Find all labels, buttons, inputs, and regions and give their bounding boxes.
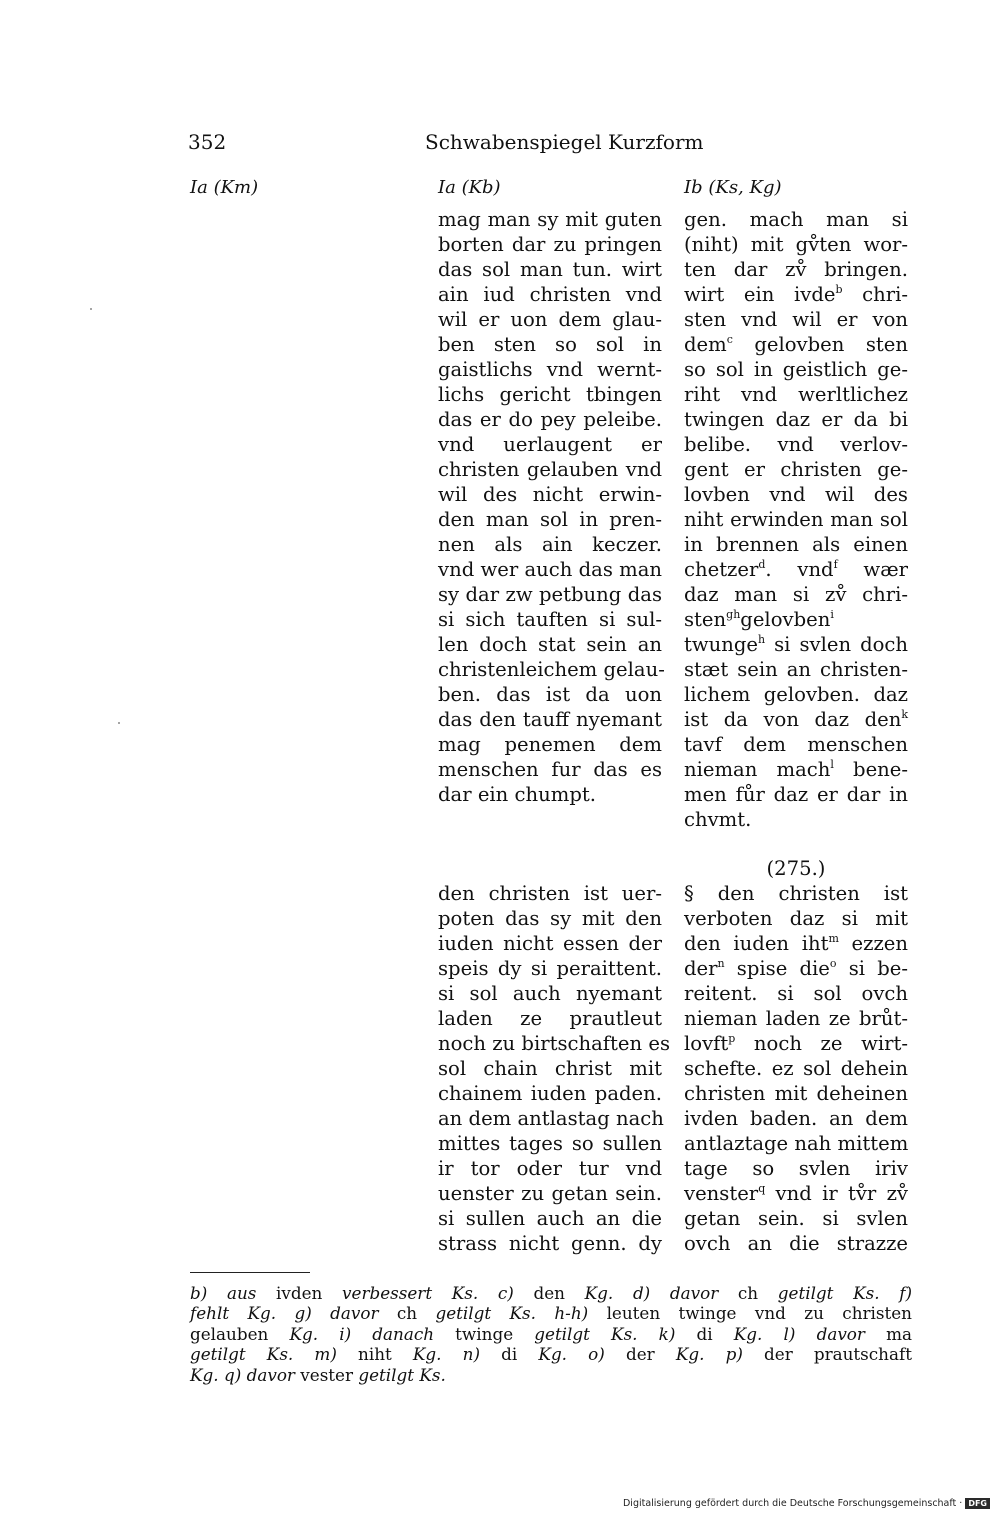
kb-text-section-1	[438, 207, 665, 807]
footnote-label: l) davor	[783, 1323, 865, 1344]
text-line: belibe. vnd verlov-	[684, 433, 908, 456]
footnote-text: vester	[294, 1364, 359, 1385]
footnote-text: gelauben	[190, 1323, 290, 1344]
text-line: stæt sein an christen-	[684, 658, 908, 681]
column-label-km: Ia (Km)	[190, 177, 259, 198]
text-line: christen mit deheinen	[684, 1082, 908, 1105]
text-line: sy dar zw petbung das	[438, 583, 662, 606]
text-fragment: der	[684, 957, 718, 980]
text-fragment: chetzer	[684, 558, 759, 581]
text-line: lichs gericht tbingen	[438, 383, 662, 406]
text-fragment: si svlen doch	[765, 633, 908, 656]
text-line: dar ein chumpt.	[438, 783, 596, 806]
text-line: si sullen auch an die	[438, 1207, 662, 1230]
text-fragment: si be-	[836, 957, 908, 980]
text-fragment: spise die	[724, 957, 830, 980]
footnote-text: den	[513, 1283, 585, 1303]
footnote-label: g) davor	[294, 1303, 379, 1324]
footnote-label: n)	[462, 1344, 481, 1365]
footnote-mark: q	[758, 1182, 766, 1195]
text-fragment: . vnd	[765, 558, 834, 581]
footnote-mark: m	[828, 932, 839, 945]
text-line: iuden nicht essen der	[438, 932, 662, 955]
text-line	[684, 332, 908, 357]
text-fragment: lovft	[684, 1032, 729, 1055]
text-fragment: den iuden iht	[684, 932, 829, 955]
text-line: vnd uerlaugent er	[438, 433, 662, 456]
text-line: wil des nicht erwin-	[438, 483, 662, 506]
footnote-divider	[190, 1272, 310, 1273]
text-line: an dem antlastag nach	[438, 1107, 664, 1130]
footnote-mark: h	[733, 608, 741, 621]
footnote-text: leuten twinge vnd zu christen	[588, 1303, 912, 1324]
text-line: lichem gelovben. daz	[684, 683, 908, 706]
text-line: strass nicht genn. dy	[438, 1232, 662, 1255]
footnote-line	[190, 1365, 912, 1385]
text-fragment	[733, 608, 834, 631]
text-line: lovben vnd wil des	[684, 483, 908, 506]
footnote-note: Kg.	[289, 1323, 319, 1344]
footnote-text: niht	[336, 1344, 413, 1365]
footnote-note: getilgt Ks.	[435, 1303, 536, 1324]
text-line	[684, 1181, 908, 1206]
footnote-label: q) davor	[223, 1364, 295, 1385]
footnote-text: di	[480, 1344, 539, 1365]
kb-text-section-2	[438, 881, 671, 1256]
footnote-mark: k	[901, 708, 908, 721]
text-fragment: gelovben	[740, 608, 831, 631]
footnote-note: getilgt Ks.	[190, 1344, 294, 1365]
footnotes	[190, 1283, 912, 1385]
text-line: gaistlichs vnd wernt-	[438, 358, 662, 381]
text-line: schefte. ez sol dehein	[684, 1057, 908, 1080]
footnote-mark: b	[835, 283, 843, 296]
digitization-credit	[623, 1498, 990, 1509]
footnote-mark: f	[833, 558, 838, 571]
text-line: tavf dem menschen	[684, 733, 908, 756]
text-fragment: nieman mach	[684, 758, 831, 781]
text-line	[684, 282, 908, 307]
footnote-label: i) danach	[339, 1323, 435, 1344]
text-line: verboten daz si mit	[684, 907, 908, 930]
footnote-label: b) aus	[190, 1283, 257, 1303]
column-label-kb: Ia (Kb)	[438, 177, 501, 198]
footnote-mark: p	[728, 1032, 736, 1045]
footnote-mark: i	[830, 608, 834, 621]
text-line: christenleichem gelau-	[438, 658, 665, 681]
footnote-note: Kg.	[584, 1283, 614, 1303]
text-line: riht vnd werltlichez	[684, 383, 908, 406]
text-fragment: vnd ir tv̊r zv̊	[765, 1182, 908, 1205]
footnote-note: Kg.	[675, 1344, 705, 1365]
footnote-text: ch	[378, 1303, 436, 1324]
text-line	[684, 707, 908, 732]
running-title: Schwabenspiegel Kurzform	[425, 130, 704, 154]
text-fragment: twunge	[684, 633, 759, 656]
text-line: poten das sy mit den	[438, 907, 662, 930]
text-line: getan sein. si svlen	[684, 1207, 908, 1230]
text-line: niht erwinden man sol	[684, 508, 908, 531]
text-line: ovch an die strazze	[684, 1232, 908, 1255]
footnote-text: di	[675, 1323, 734, 1344]
footnote-text: ivden	[256, 1283, 343, 1303]
footnote-mark: l	[830, 758, 834, 771]
footnote-mark: n	[717, 957, 725, 970]
text-fragment: gelovben sten	[732, 333, 908, 356]
text-line: nieman laden ze brůt-	[684, 1007, 908, 1030]
text-fragment: noch ze wirt-	[735, 1032, 908, 1055]
text-line: mag penemen dem	[438, 733, 662, 756]
dfg-logo: DFG	[965, 1498, 990, 1509]
page-number: 352	[188, 130, 227, 154]
footnote-label: m)	[314, 1344, 337, 1365]
text-fragment: wirt ein ivde	[684, 283, 836, 306]
text-fragment: dem	[684, 333, 727, 356]
footnote-mark: g	[726, 608, 734, 621]
text-line: so sol in geistlich ge-	[684, 358, 908, 381]
kskg-text-section-1	[684, 207, 908, 832]
footnote-note: fehlt Kg.	[190, 1303, 277, 1324]
text-line: si sol auch nyemant	[438, 982, 662, 1005]
text-line: nen als ain keczer.	[438, 533, 662, 556]
text-line: ben. das ist da uon	[438, 683, 662, 706]
scan-speck	[90, 308, 92, 310]
text-line: sol chain christ mit	[438, 1057, 662, 1080]
text-line: gent er christen ge-	[684, 458, 908, 481]
text-line: chvmt.	[684, 808, 752, 831]
text-line: ivden baden. an dem	[684, 1107, 908, 1130]
text-line	[684, 1031, 908, 1056]
text-line: uenster zu getan sein.	[438, 1182, 662, 1205]
text-line: (niht) mit gv̊ten wor-	[684, 233, 908, 256]
text-line: speis dy si peraittent.	[438, 957, 662, 980]
text-line	[684, 607, 908, 632]
footnote-line	[190, 1344, 912, 1364]
footnote-note: Kg.	[412, 1344, 442, 1365]
text-line: ben sten so sol in	[438, 333, 662, 356]
footnote-label: d) davor	[632, 1283, 719, 1303]
text-line: laden ze prautleut	[438, 1007, 662, 1030]
footnote-text: ma	[864, 1323, 912, 1344]
text-line: ain iud christen vnd	[438, 283, 662, 306]
text-fragment: wær	[837, 558, 908, 581]
credit-text: Digitalisierung gefördert durch die Deutsche Forschungsgemeinschaft ·	[622, 1498, 963, 1509]
footnote-label: k)	[658, 1323, 676, 1344]
footnote-note: Kg.	[733, 1323, 763, 1344]
footnote-label: c)	[497, 1283, 514, 1303]
text-fragment: venster	[684, 1182, 759, 1205]
text-line: daz man si zv̊ chri-	[684, 583, 908, 606]
text-line: den christen ist uer-	[438, 882, 662, 905]
footnote-mark: d	[758, 558, 766, 571]
text-line: tage so svlen iriv	[684, 1157, 908, 1180]
text-line: mag man sy mit guten	[438, 208, 662, 231]
footnote-label: f)	[899, 1283, 912, 1303]
text-line: menschen fur das es	[438, 758, 662, 781]
text-line: borten dar zu pringen	[438, 233, 662, 256]
text-line: antlaztage nah mittem	[684, 1132, 909, 1155]
text-line: das sol man tun. wirt	[438, 258, 662, 281]
text-line: christen gelauben vnd	[438, 458, 662, 481]
text-line: in brennen als einen	[684, 533, 908, 556]
text-line: ir tor oder tur vnd	[438, 1157, 662, 1180]
text-line	[684, 931, 908, 956]
footnote-note: Kg.	[190, 1364, 219, 1385]
text-line: reitent. si sol ovch	[684, 982, 908, 1005]
text-line: den man sol in pren-	[438, 508, 662, 531]
footnote-note: getilgt Ks.	[534, 1323, 638, 1344]
text-line: ten dar zv̊ bringen.	[684, 258, 908, 281]
text-line: mittes tages so sullen	[438, 1132, 662, 1155]
text-line: twingen daz er da bi	[684, 408, 908, 431]
scan-speck	[118, 722, 120, 724]
text-line: wil er uon dem glau-	[438, 308, 662, 331]
text-line: noch zu birtschaften es	[438, 1032, 671, 1055]
footnote-text: der prautschaft	[742, 1344, 912, 1365]
text-line: si sich tauften si sul-	[438, 608, 662, 631]
footnote-line	[190, 1283, 912, 1303]
text-line: gen. mach man si	[684, 208, 908, 231]
text-fragment: sten	[684, 608, 727, 631]
footnote-note: Kg.	[538, 1344, 568, 1365]
text-line: sten vnd wil er von	[684, 308, 908, 331]
footnote-label: o)	[588, 1344, 605, 1365]
column-label-kskg: Ib (Ks, Kg)	[684, 177, 782, 198]
text-line: chainem iuden paden.	[438, 1082, 662, 1105]
text-line: das er do pey peleibe.	[438, 408, 662, 431]
section-number: (275.)	[766, 857, 826, 880]
footnote-note: getilgt Ks.	[777, 1283, 880, 1303]
text-line: das den tauff nyemant	[438, 708, 662, 731]
footnote-text: ch	[718, 1283, 778, 1303]
text-line	[684, 632, 908, 657]
text-line: len doch stat sein an	[438, 633, 662, 656]
kskg-text-section-2	[684, 856, 908, 1256]
text-line: men fůr daz er dar in	[684, 783, 908, 806]
footnote-text: der	[604, 1344, 676, 1365]
footnote-note: verbessert Ks.	[342, 1283, 479, 1303]
footnote-note: getilgt Ks.	[358, 1364, 446, 1385]
footnote-line	[190, 1303, 912, 1323]
footnote-mark: o	[829, 957, 837, 970]
footnote-mark: c	[726, 333, 733, 346]
text-line	[684, 557, 908, 582]
text-fragment: ezzen	[838, 932, 908, 955]
text-fragment: ist da von daz den	[684, 708, 902, 731]
text-line	[684, 757, 908, 782]
footnote-mark: h	[758, 633, 766, 646]
footnote-line	[190, 1324, 912, 1344]
footnote-text: twinge	[434, 1323, 535, 1344]
footnote-label: p)	[725, 1344, 743, 1365]
text-line: § den christen ist	[684, 882, 908, 905]
text-line: vnd wer auch das man	[438, 558, 662, 581]
text-line	[684, 956, 908, 981]
text-fragment: bene-	[833, 758, 908, 781]
footnote-label: h-h)	[554, 1303, 589, 1324]
text-fragment: chri-	[842, 283, 908, 306]
